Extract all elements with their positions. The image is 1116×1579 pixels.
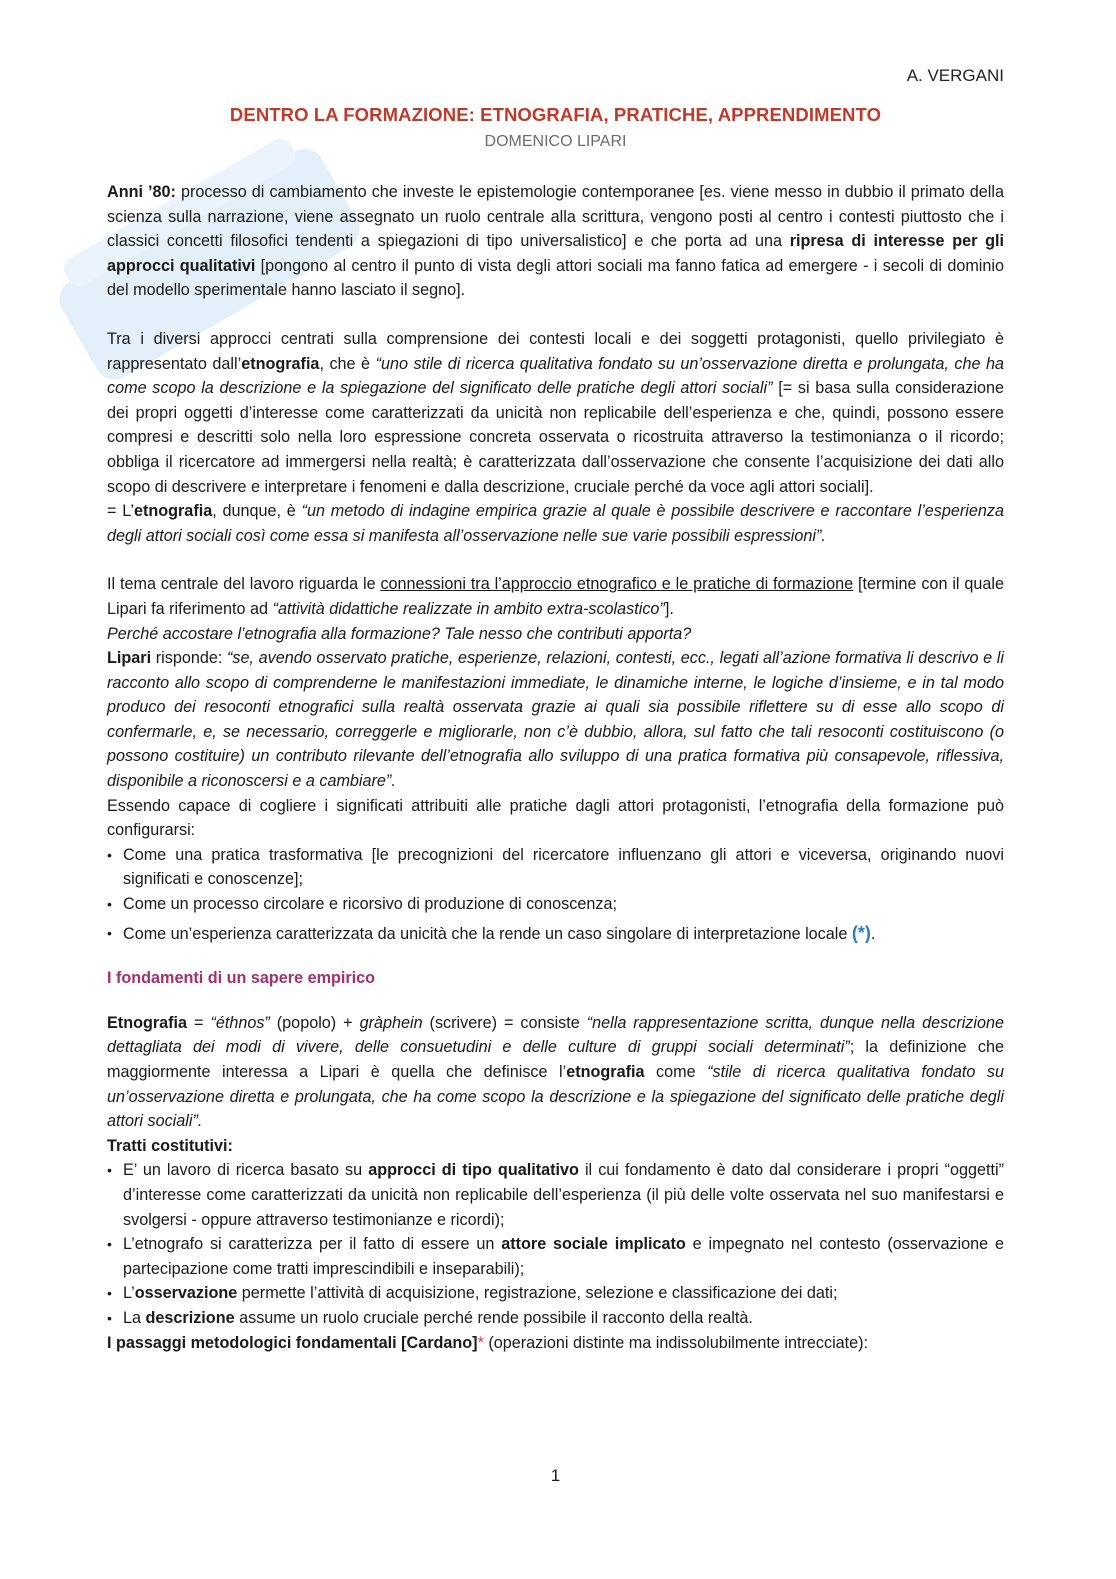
quote: “uno stile di ricerca qualitativa fondato su un’osservazione diretta e prolungata, che ha come scopo la descrizione e la spiegazione del significato delle pratiche degli attori sociali” [107, 354, 1004, 398]
text: assume un ruolo cruciale perché rende possibile il racconto della realtà. [234, 1308, 753, 1327]
text: [termine con il quale Lipari fa riferimento ad [107, 575, 1004, 618]
quote: “stile di ricerca qualitativa fondato su un’osservazione diretta e prolungata, che ha come scopo la descrizione e la spiegazione del significato delle pratiche degli attori sociali”. [107, 1063, 1004, 1131]
text: (popolo) + [269, 1013, 360, 1032]
text: La [123, 1308, 146, 1327]
text: processo di cambiamento che investe le epistemologie contemporanee [es. viene messo in dubbio il primato della scienza sulla narrazione, viene assegnato un ruolo centrale alla scrittura, vengono posti al centro i contesti piuttosto che i classici concetti filosofici tendenti a spiegazioni di tipo universalistico] e che porta ad una [107, 183, 1004, 251]
paragraph-intro [107, 180, 1004, 303]
paragraph-methodology [107, 1331, 1004, 1356]
paragraph-configurations [107, 794, 1004, 843]
paragraph-ethnography [107, 327, 1004, 499]
document-title: DENTRO LA FORMAZIONE: ETNOGRAFIA, PRATICHE, APPRENDIMENTO [229, 104, 882, 125]
text: , dunque, è [212, 502, 302, 521]
quote: “nella rappresentazione scritta, dunque nella descrizione dettagliata dei modi di vivere, delle consuetudini e delle culture di gruppi sociali determinati” [107, 1013, 1004, 1057]
bold-text: Lipari [107, 649, 152, 668]
bold-text: Etnografia [107, 1013, 188, 1032]
bold-text: approcci di tipo qualitativo [368, 1161, 579, 1180]
document-page [107, 0, 1004, 1579]
list-item [107, 1232, 1004, 1281]
text: L’ [123, 1284, 135, 1303]
list-item [107, 1281, 1004, 1306]
list-item [107, 1158, 1004, 1232]
text: E’ un lavoro di ricerca basato su [123, 1161, 369, 1180]
italic-text: “éthnos” [210, 1013, 270, 1032]
bold-text: etnografia [241, 354, 320, 373]
text: = L’ [107, 502, 134, 521]
text: risponde: [151, 649, 227, 668]
author-name: A. VERGANI [906, 66, 1004, 85]
list-item [107, 892, 1004, 917]
text: = [187, 1013, 211, 1032]
page-number: 1 [550, 1466, 561, 1485]
text: [pongono al centro il punto di vista degli attori sociali ma fanno fatica ad emergere - i secoli di dominio del modello sperimentale hanno lasciato il segno]. [107, 256, 1005, 300]
text: (operazioni distinte ma indissolubilmente intrecciate): [483, 1333, 869, 1352]
text: Il tema centrale del lavoro riguarda le [107, 575, 381, 594]
configurations-list [107, 843, 1004, 946]
list-item-text: Come una pratica trasformativa [le precognizioni del ricercatore influenzano gli attori e viceversa, originando nuovi significati e conoscenze]; [123, 845, 1004, 889]
list-item [107, 921, 1004, 947]
text: e impegnato nel contesto (osservazione e partecipazione come tratti imprescindibili e inseparabili); [123, 1235, 1004, 1278]
list-item-text: Come un processo circolare e ricorsivo di produzione di conoscenza; [123, 895, 617, 914]
bold-text: attore sociale implicato [501, 1235, 686, 1254]
text: permette l’attività di acquisizione, registrazione, selezione e classificazione dei dati; [237, 1284, 838, 1303]
text: ; la definizione che maggiormente interessa a Lipari è quella che definisce l’ [107, 1038, 1004, 1081]
bold-text: Tratti costitutivi: [107, 1136, 233, 1155]
text: , che è [319, 354, 376, 373]
traits-heading [107, 1134, 1004, 1159]
italic-text: gràphein [359, 1013, 423, 1032]
paragraph-question [107, 622, 1004, 647]
list-item [107, 843, 1004, 892]
lead-label: Anni ’80: [107, 183, 176, 201]
text: L’etnografo si caratterizza per il fatto di essere un [123, 1235, 502, 1254]
text: [= si basa sulla considerazione dei propri oggetti d’interesse come caratterizzati da unicità non replicabile dell’esperienza e che, quindi, possono essere compresi e descritti solo nella loro espressione concreta osservata o ricostruita attraverso la testimonianza o il ricordo; obbliga il ricercatore ad immergersi nella realtà; è caratterizzata dall’osservazione che consente l’acquisizione dei dati allo scopo di descrivere e interpretare i fenomeni e dalla descrizione, cruciale perché da voce agli attori sociali]. [107, 379, 1004, 496]
text: ]. [664, 599, 674, 618]
bold-text: etnografia [133, 502, 213, 521]
text: Essendo capace di cogliere i significati attribuiti alle pratiche dagli attori protagonisti, l’etnografia della formazione può configurarsi: [107, 796, 1004, 840]
asterisk-mark: * [477, 1333, 484, 1352]
bold-text: ripresa di interesse per gli approcci qualitativi [107, 232, 1004, 275]
paragraph-central-theme [107, 572, 1004, 621]
bold-text: etnografia [566, 1063, 645, 1081]
text: come [644, 1063, 708, 1081]
underlined-text: connessioni tra l’approccio etnografico e le pratiche di formazione [380, 575, 854, 594]
quote: “un metodo di indagine empirica grazie al quale è possibile descrivere e raccontare l’esperienza degli attori sociali così come essa si manifesta all’osservazione nelle sue varie possibili espressioni”. [107, 502, 1004, 545]
bold-text: osservazione [134, 1284, 238, 1303]
list-item-text: Come un’esperienza caratterizzata da unicità che la rende un caso singolare di interpretazione locale [123, 924, 852, 943]
bold-text: I passaggi metodologici fondamentali [Cardano] [107, 1333, 478, 1352]
traits-list [107, 1158, 1004, 1330]
quote: “attività didattiche realizzate in ambito extra-scolastico” [272, 599, 665, 618]
text: il cui fondamento è dato dal considerare i propri “oggetti” d’interesse come caratterizzati da unicità non replicabile dell’esperienza (il più delle volte osservata nel suo manifestarsi e svolgersi - oppure attraverso testimonianze e ricordi); [123, 1161, 1004, 1229]
text: Tra i diversi approcci centrati sulla comprensione dei contesti locali e dei soggetti protagonisti, quello privilegiato è rappresentato dall’ [107, 329, 1004, 373]
paragraph-lipari-answer [107, 646, 1004, 794]
quote: “se, avendo osservato pratiche, esperienze, relazioni, contesti, ecc., legati all’azione formativa li descrivo e li racconto allo scopo di comprenderne le manifestazioni immediate, le dinamiche interne, le logiche d’insieme, e in tal modo produco dei resoconti etnografici sulla realtà osservata grazie ai quali sia possibile riflettere su di esse allo scopo di confermarle, e, se necessario, correggerle e migliorarle, non c’è dubbio, allora, sul fatto che tali resoconti costituiscono (o possono costituire) un contributo rilevante dell’etnografia allo sviluppo di una pratica formativa più consapevole, riflessiva, disponibile a riconoscersi e a cambiare”. [107, 649, 1004, 791]
paragraph-definition [107, 499, 1004, 548]
text: . [870, 924, 876, 943]
list-item [107, 1306, 1004, 1331]
document-body [107, 180, 1004, 1355]
document-subtitle: DOMENICO LIPARI [484, 133, 627, 150]
text: (scrivere) = consiste [422, 1013, 587, 1032]
section-heading: I fondamenti di un sapere empirico [107, 969, 376, 988]
bold-text: descrizione [145, 1308, 235, 1327]
question-text: Perché accostare l’etnografia alla formazione? Tale nesso che contributi apporta? [107, 624, 692, 643]
footnote-reference[interactable]: (*) [851, 922, 871, 943]
paragraph-etymology [107, 1011, 1004, 1134]
